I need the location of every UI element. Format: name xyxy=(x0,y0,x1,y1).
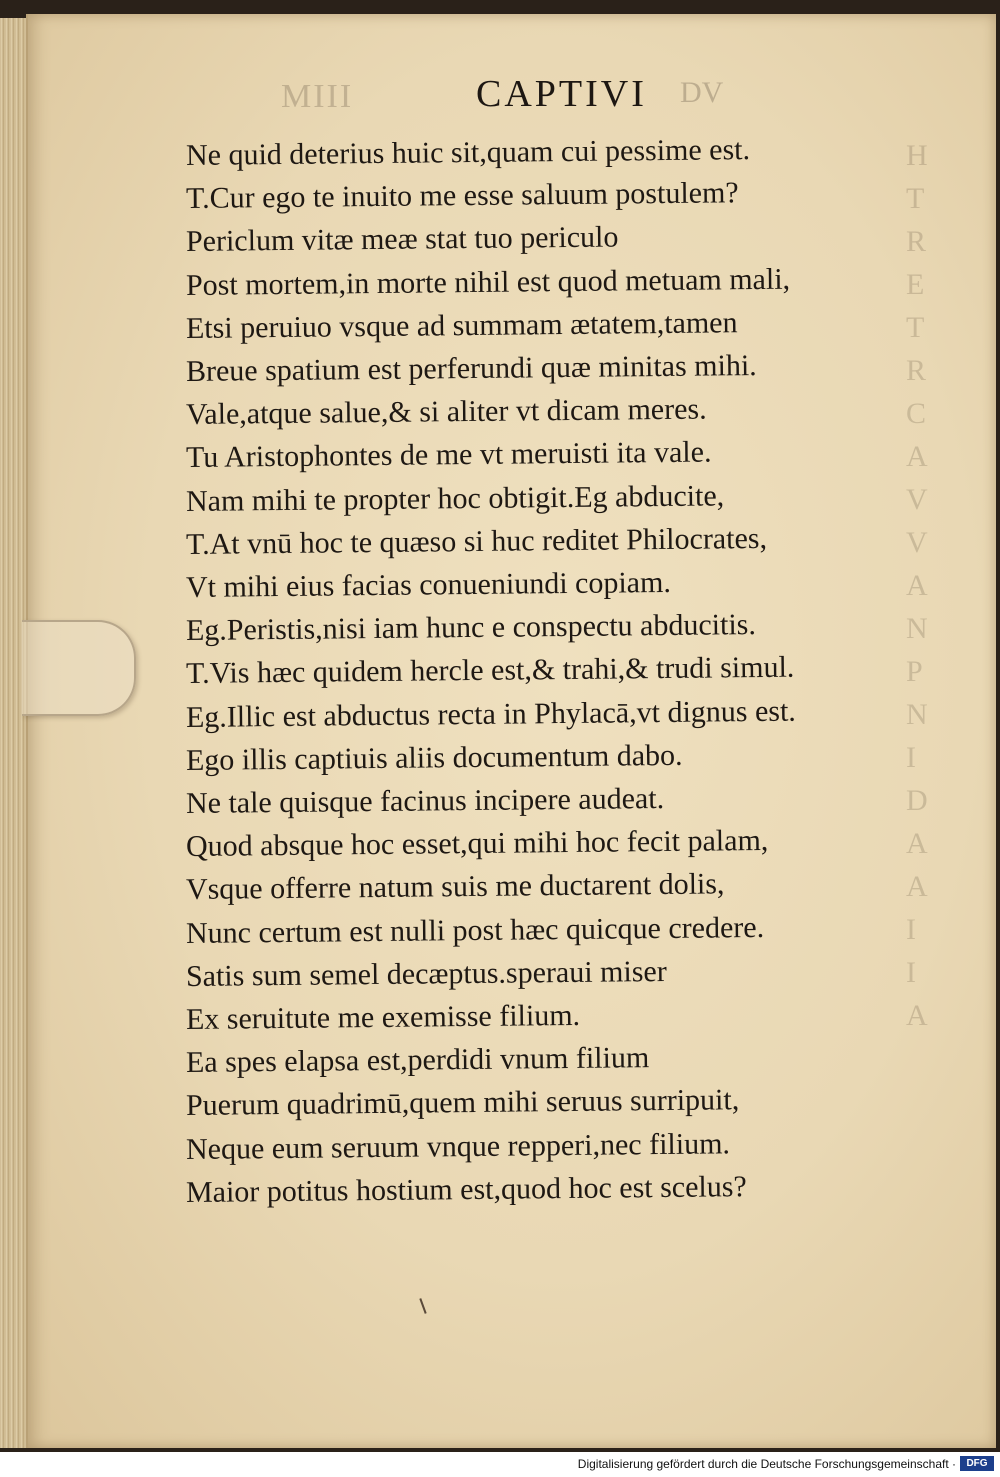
funding-credit: Digitalisierung gefördert durch die Deutsche Forschungsgemeinschaft · xyxy=(577,1457,956,1471)
verse-line: T.Vis hæc quidem hercle est,& trahi,& trudi simul. xyxy=(185,651,795,691)
verse-line: Ea spes elapsa est,perdidi vnum filium xyxy=(185,1041,650,1080)
running-header xyxy=(28,72,996,132)
verse-line: Nunc certum est nulli post hæc quicque credere. xyxy=(185,910,765,950)
verse-line: Vt mihi eius facias conueniundi copiam. xyxy=(185,565,672,605)
show-through-text: H T R E T R C A V V A N P N I D A A I I A xyxy=(906,139,928,1032)
dfg-logo: DFG xyxy=(960,1456,994,1471)
verse-line: Vale,atque salue,& si aliter vt dicam meres. xyxy=(185,392,707,432)
verse-line: Eg.Peristis,nisi iam hunc e conspectu abducitis. xyxy=(185,608,757,648)
running-title-bleed: DV xyxy=(680,76,724,109)
verse-line: Tu Aristophontes de me vt meruisti ita vale. xyxy=(185,435,712,475)
verse-line: Satis sum semel decæptus.speraui miser xyxy=(185,954,667,993)
running-title: CAPTIVI xyxy=(476,73,647,115)
verse-line: Ego illis captiuis aliis documentum dabo. xyxy=(185,738,683,777)
book-page xyxy=(26,14,996,1448)
verse-line: Periclum vitæ meæ stat tuo periculo xyxy=(185,220,619,259)
verse-line: Puerum quadrimū,quem mihi seruus surripuit, xyxy=(185,1083,740,1123)
verse-line: Eg.Illic est abductus recta in Phylacā,vt dignus est. xyxy=(185,694,796,734)
verse-line: T.Cur ego te inuito me esse saluum postulem? xyxy=(185,176,739,216)
verse-line: Neque eum seruum vnque repperi,nec filium. xyxy=(185,1126,731,1166)
verse-line: Nam mihi te propter hoc obtigit.Eg abducite, xyxy=(185,478,725,518)
verse-block xyxy=(186,134,906,1214)
digitization-footer xyxy=(0,1452,1000,1477)
bookmark-tab xyxy=(22,620,136,716)
verse-line: Etsi peruiuo vsque ad summam ætatem,tamen xyxy=(185,306,738,345)
verse-line: Quod absque hoc esset,qui mihi hoc fecit palam, xyxy=(185,824,769,864)
verse-line: Ex seruitute me exemisse filium. xyxy=(185,998,581,1037)
verse-line: Vsque offerre natum suis me ductarent dolis, xyxy=(185,867,725,907)
verse-line: T.At vnū hoc te quæso si huc reditet Philocrates, xyxy=(185,521,768,561)
verse-line: Ne tale quisque facinus incipere audeat. xyxy=(185,782,665,821)
folio-number: MIII xyxy=(281,78,354,115)
verse-line: Post mortem,in morte nihil est quod metuam mali, xyxy=(185,262,791,302)
stray-ink-mark xyxy=(419,1298,426,1314)
verse-line: Maior potitus hostium est,quod hoc est scelus? xyxy=(185,1170,747,1209)
verse-line: Breue spatium est perferundi quæ minitas mihi. xyxy=(185,349,757,389)
verse-line: Ne quid deterius huic sit,quam cui pessime est. xyxy=(185,133,751,172)
